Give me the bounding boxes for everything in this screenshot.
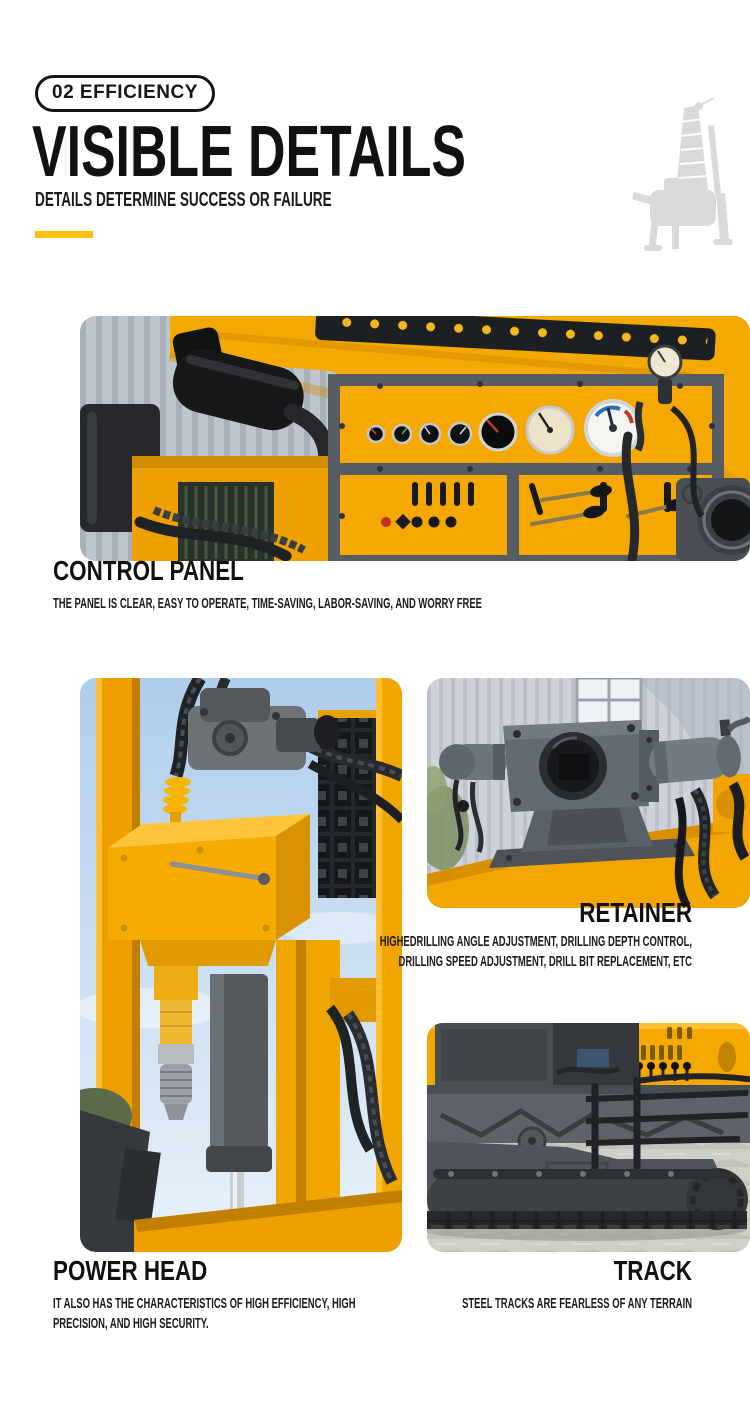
track-description: STEEL TRACKS ARE FEARLESS OF ANY TERRAIN (462, 1295, 692, 1312)
page-subtitle: DETAILS DETERMINE SUCCESS OR FAILURE (35, 189, 332, 211)
badge-label: 02 EFFICIENCY (52, 82, 198, 103)
drill-rig-watermark-icon (608, 98, 748, 253)
control-panel-title: CONTROL PANEL (53, 555, 244, 586)
track-photo (427, 1023, 750, 1252)
power-head-photo (80, 678, 402, 1252)
retainer-title: RETAINER (579, 897, 692, 928)
control-panel-photo (80, 316, 750, 561)
section-number-badge (35, 75, 215, 112)
control-panel-description: THE PANEL IS CLEAR, EASY TO OPERATE, TIME-SAVING, LABOR-SAVING, AND WORRY FREE (53, 595, 482, 612)
retainer-description: HIGHEDRILLING ANGLE ADJUSTMENT, DRILLING DEPTH CONTROL, DRILLING SPEED ADJUSTMENT, DRILL BIT REPLACEMENT, ETC (379, 933, 692, 970)
power-head-description: IT ALSO HAS THE CHARACTERISTICS OF HIGH EFFICIENCY, HIGH PRECISION, AND HIGH SECURITY. (53, 1295, 356, 1332)
page-title: VISIBLE DETAILS (32, 112, 466, 192)
track-illustration (427, 1023, 750, 1252)
retainer-photo (427, 678, 750, 908)
control-panel-illustration (80, 316, 750, 561)
retainer-illustration (427, 678, 750, 908)
power-head-illustration (80, 678, 402, 1252)
power-head-title: POWER HEAD (53, 1255, 208, 1286)
track-title: TRACK (613, 1255, 692, 1286)
accent-bar (35, 231, 93, 238)
